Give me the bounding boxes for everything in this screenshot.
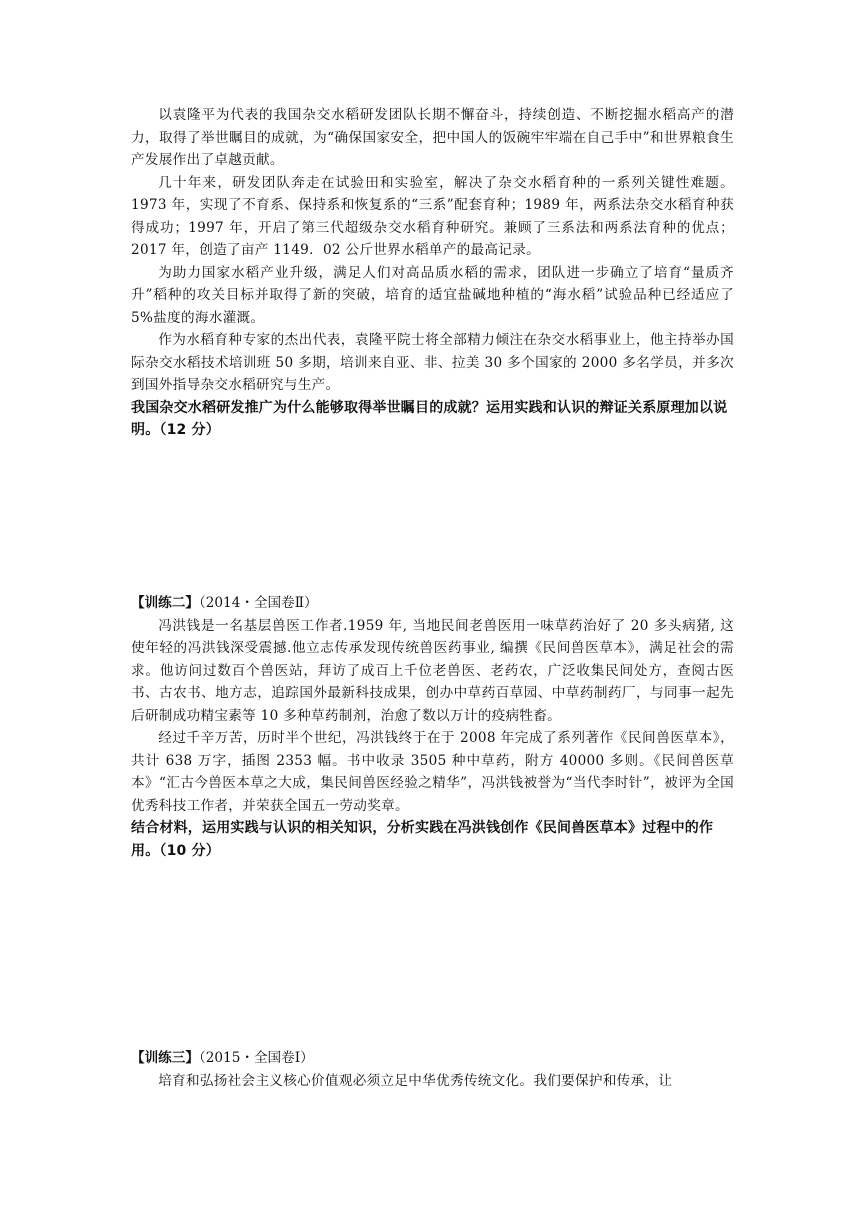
section-heading <box>131 592 734 615</box>
section-2 <box>131 592 734 862</box>
paragraph: 经过千辛万苦，历时半个世纪，冯洪钱终于在于 2008 年完成了系列著作《民间兽医草本》，共计 638 万字，插图 2353 幅。书中收录 3505 种中草药，附方 40000 多则。《民间兽医草本》“汇古今兽医本草之大成，集民间兽医经验之精华”，冯洪钱被誉为“当代李时针”，被评为全国优秀科技工作者，并荣获全国五一劳动奖章。 <box>131 730 734 814</box>
section-3 <box>131 1047 734 1092</box>
section-1 <box>131 104 734 442</box>
paragraph: 冯洪钱是一名基层兽医工作者.1959 年, 当地民间老兽医用一味草药治好了 20 多头病猪, 这使年轻的冯洪钱深受震撼.他立志传承发现传统兽医药事业, 编撰《民间兽医草本》，满足社会的需求。他访问过数百个兽医站，拜访了成百上千位老兽医、老药农，广泛收集民间处方，查阅古医书、古农书、地方志，追踪国外最新科技成果，创办中草药百草园、中草药制药厂，与同事一起先后研制成功精宝素等 10 多种草药制剂，治愈了数以万计的疫病牲畜。 <box>131 617 734 724</box>
paragraph: 培育和弘扬社会主义核心价值观必须立足中华优秀传统文化。我们要保护和传承，让 <box>158 1072 673 1089</box>
question: 我国杂交水稻研发推广为什么能够取得举世瞩目的成就？运用实践和认识的辩证关系原理加以说明。（12 分） <box>131 399 728 438</box>
section-source: （2015・全国卷Ⅰ） <box>198 1050 314 1066</box>
question: 结合材料，运用实践与认识的相关知识，分析实践在冯洪钱创作《民间兽医草本》过程中的作用。（10 分） <box>131 820 714 859</box>
section-label: 【训练二】 <box>131 595 199 611</box>
section-heading <box>131 1047 734 1070</box>
section-label: 【训练三】 <box>131 1050 199 1066</box>
paragraph: 作为水稻育种专家的杰出代表，袁隆平院士将全部精力倾注在杂交水稻事业上，他主持举办国际杂交水稻技术培训班 50 多期，培训来自亚、非、拉美 30 多个国家的 2000 多名学员，并多次到国外指导杂交水稻研究与生产。 <box>131 332 734 393</box>
paragraph: 为助力国家水稻产业升级，满足人们对高品质水稻的需求，团队进一步确立了培育“量质齐升”稻种的攻关目标并取得了新的突破，培育的适宜盐碱地种植的“海水稻”试验品种已经适应了 5%盐度的海水灌溉。 <box>131 264 734 326</box>
paragraph: 以袁隆平为代表的我国杂交水稻研发团队长期不懈奋斗，持续创造、不断挖掘水稻高产的潜力，取得了举世瞩目的成就，为“确保国家安全，把中国人的饭碗牢牢端在自己手中”和世界粮食生产发展作出了卓越贡献。 <box>131 107 734 168</box>
section-source: （2014・全国卷Ⅱ） <box>198 595 318 611</box>
paragraph: 几十年来，研发团队奔走在试验田和实验室，解决了杂交水稻育种的一系列关键性难题。1973 年，实现了不育系、保持系和恢复系的“三系”配套育种；1989 年，两系法杂交水稻育种获得成功；1997 年，开启了第三代超级杂交水稻育种研究。兼顾了三系法和两系法育种的优点；2017 年，创造了亩产 1149．02 公斤世界水稻单产的最高记录。 <box>131 174 734 258</box>
